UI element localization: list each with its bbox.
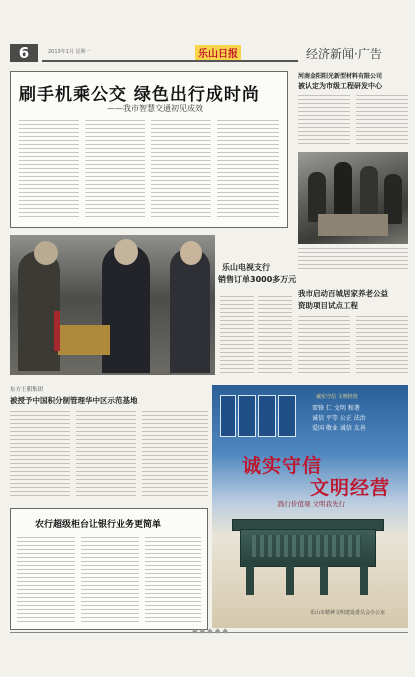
ad-slogan-1: 诚实守信: [242, 455, 323, 477]
page-header: [10, 42, 408, 64]
left-bottom-body-a: [17, 537, 75, 625]
bottom-ornament: ◆ ◆ ◆ ◆ ◆: [192, 627, 228, 635]
photo-caption-box: [218, 262, 297, 290]
page-number: 6: [10, 44, 38, 62]
ad-top-text: 诚实守信 文明经营: [316, 394, 358, 400]
header-date: 2013年1月 星期一: [48, 49, 91, 55]
right-mid-body-b: [356, 316, 408, 376]
header-rule: [42, 60, 298, 62]
ad-right-line-1: 雷锋 仁 文明 和谐: [312, 405, 360, 412]
left-mid-body-a: [10, 411, 70, 499]
right-top-headline: 被认定为市级工程研发中心: [298, 81, 382, 90]
section-title: 经济新闻·广告: [306, 47, 382, 61]
ad-seal-1: [220, 395, 236, 437]
left-bottom-story: [10, 508, 208, 630]
bronze-vessel-icon: [232, 513, 382, 595]
right-top-story: [298, 71, 408, 149]
left-mid-body-c: [142, 411, 208, 499]
right-mid-headline-1: 我市启动百城居家养老公益: [298, 289, 388, 298]
right-photo: [298, 152, 408, 244]
ad-slogan-2: 文明经营: [310, 477, 391, 499]
left-bottom-body-b: [81, 537, 139, 625]
main-headline: 刷手机乘公交 绿色出行成时尚: [19, 85, 260, 105]
left-mid-kicker: 东方王朝集团: [10, 387, 44, 393]
right-mid-headline-2: 资助项目试点工程: [298, 301, 358, 310]
ad-footer: 乐山市精神文明建设委员会办公室: [310, 610, 386, 616]
main-body-col4: [217, 120, 279, 220]
ad-right-line-3: 爱国 敬业 诚信 友善: [312, 425, 366, 432]
right-mid-body-a: [298, 316, 350, 376]
photo-story-body-a: [220, 296, 254, 374]
main-body-col1: [19, 120, 79, 220]
photo-story-body-b: [258, 296, 292, 374]
ad-seal-4: [278, 395, 296, 437]
ad-seal-3: [258, 395, 276, 437]
ad-right-line-2: 诚信 平等 公正 法治: [312, 415, 366, 422]
photo-caption-line2: 销售订单3000多万元: [218, 275, 297, 284]
ad-panel: [212, 385, 408, 628]
masthead: 乐山日报: [195, 45, 241, 60]
main-body-col2: [85, 120, 145, 220]
main-story: [10, 71, 288, 228]
left-mid-story: [10, 385, 210, 503]
right-top-body-b: [356, 95, 408, 145]
ad-slogan-small: 践行价值观 文明我先行: [278, 500, 346, 508]
left-mid-body-b: [76, 411, 136, 499]
main-subhead: ——我市智慧交通初见成效: [107, 104, 203, 113]
main-body-col3: [151, 120, 211, 220]
right-top-company: 河南金阳阳光新型材料有限公司: [298, 73, 383, 80]
big-photo: [10, 235, 215, 375]
photo-caption-line1: 乐山电视支行: [222, 263, 270, 272]
left-mid-headline: 被授予中国积分制管理华中区示范基地: [10, 396, 138, 405]
left-bottom-body-c: [145, 537, 201, 625]
ad-seal-2: [238, 395, 256, 437]
right-mid-story: [298, 288, 408, 380]
right-photo-caption: [298, 248, 408, 272]
left-bottom-headline: 农行超级柜台让银行业务更简单: [35, 520, 162, 530]
right-top-body-a: [298, 95, 350, 145]
